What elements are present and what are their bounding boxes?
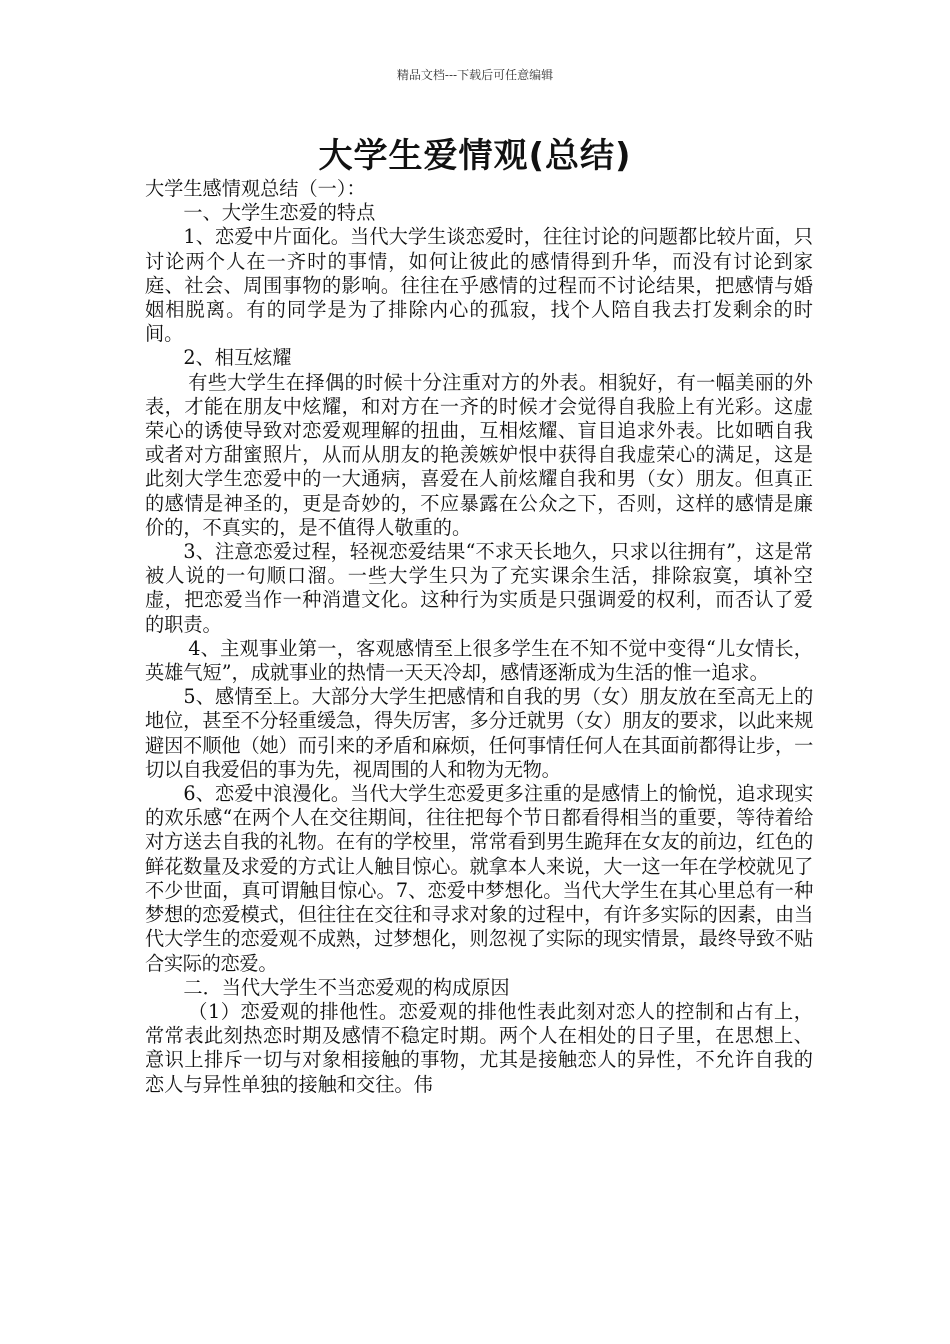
header-note: 精品文档---下载后可任意编辑 (396, 68, 554, 82)
paragraph-one-sided: 1、恋爱中片面化。当代大学生谈恋爱时，往往讨论的问题都比较片面，只讨论两个人在一齐时的事情，如何让彼此的感情得到升华，而没有讨论到家庭、社会、周围事物的影响。往往在乎感情的过程而不讨论结果，把感情与婚姻相脱离。有的同学是为了排除内心的孤寂，找个人陪自我去打发剩余的时间。 (145, 225, 813, 346)
paragraph-exclusivity: （1）恋爱观的排他性。恋爱观的排他性表此刻对恋人的控制和占有上，常常表此刻热恋时期及感情不稳定时期。两个人在相处的日子里，在思想上、意识上排斥一切与对象相接触的事物，尤其是接触恋人的异性，不允许自我的恋人与异性单独的接触和交往。伟 (145, 999, 813, 1096)
paragraph-career-vs-love: 4、主观事业第一，客观感情至上很多学生在不知不觉中变得“儿女情长，英雄气短”，成就事业的热情一天天冷却，感情逐渐成为生活的惟一追求。 (145, 636, 813, 685)
section-heading-features: 一、大学生恋爱的特点 (183, 201, 376, 225)
paragraph-love-first: 5、感情至上。大部分大学生把感情和自我的男（女）朋友放在至高无上的地位，甚至不分轻重缓急，得失厉害，多分迁就男（女）朋友的要求，以此来规避因不顺他（她）而引来的矛盾和麻烦，任何事情任何人在其面前都得让步，一切以自我爱侣的事为先，视周围的人和物为无物。 (145, 685, 813, 781)
section-heading-causes: 二．当代大学生不当恋爱观的构成原因 (183, 975, 510, 999)
document-title: 大学生爱情观(总结) (318, 136, 632, 176)
subheading-showing-off: 2、相互炫耀 (183, 346, 292, 370)
paragraph-summary-heading: 大学生感情观总结（一）： (145, 177, 366, 200)
paragraph-process-over-result: 3、注意恋爱过程，轻视恋爱结果“不求天长地久，只求以往拥有”，这是常被人说的一句顺口溜。一些大学生只为了充实课余生活，排除寂寞，填补空虚，把恋爱当作一种消遣文化。这种行为实质是只强调爱的权利，而否认了爱的职责。 (145, 540, 813, 636)
paragraph-showing-off: 有些大学生在择偶的时候十分注重对方的外表。相貌好，有一幅美丽的外表，才能在朋友中炫耀，和对方在一齐的时候才会觉得自我脸上有光彩。这虚荣心的诱使导致对恋爱观理解的扭曲，互相炫耀、盲目追求外表。比如晒自我或者对方甜蜜照片，从而从朋友的艳羡嫉妒恨中获得自我虚荣心的满足，这是此刻大学生恋爱中的一大通病，喜爱在人前炫耀自我和男（女）朋友。但真正的感情是神圣的，更是奇妙的，不应暴露在公众之下，否则，这样的感情是廉价的，不真实的，是不值得人敬重的。 (145, 370, 813, 539)
paragraph-romanticized: 6、恋爱中浪漫化。当代大学生恋爱更多注重的是感情上的愉悦，追求现实的欢乐感“在两个人在交往期间，往往把每个节日都看得相当的重要，等待着给对方送去自我的礼物。在有的学校里，常常看到男生跪拜在女友的前边，红色的鲜花数量及求爱的方式让人触目惊心。就拿本人来说，大一这一年在学校就见了不少世面，真可谓触目惊心。7、恋爱中梦想化。当代大学生在其心里总有一种梦想的恋爱模式，但往往在交往和寻求对象的过程中，有许多实际的因素，由当代大学生的恋爱观不成熟，过梦想化，则忽视了实际的现实情景，最终导致不贴合实际的恋爱。 (145, 782, 813, 975)
document-body (145, 177, 813, 1097)
